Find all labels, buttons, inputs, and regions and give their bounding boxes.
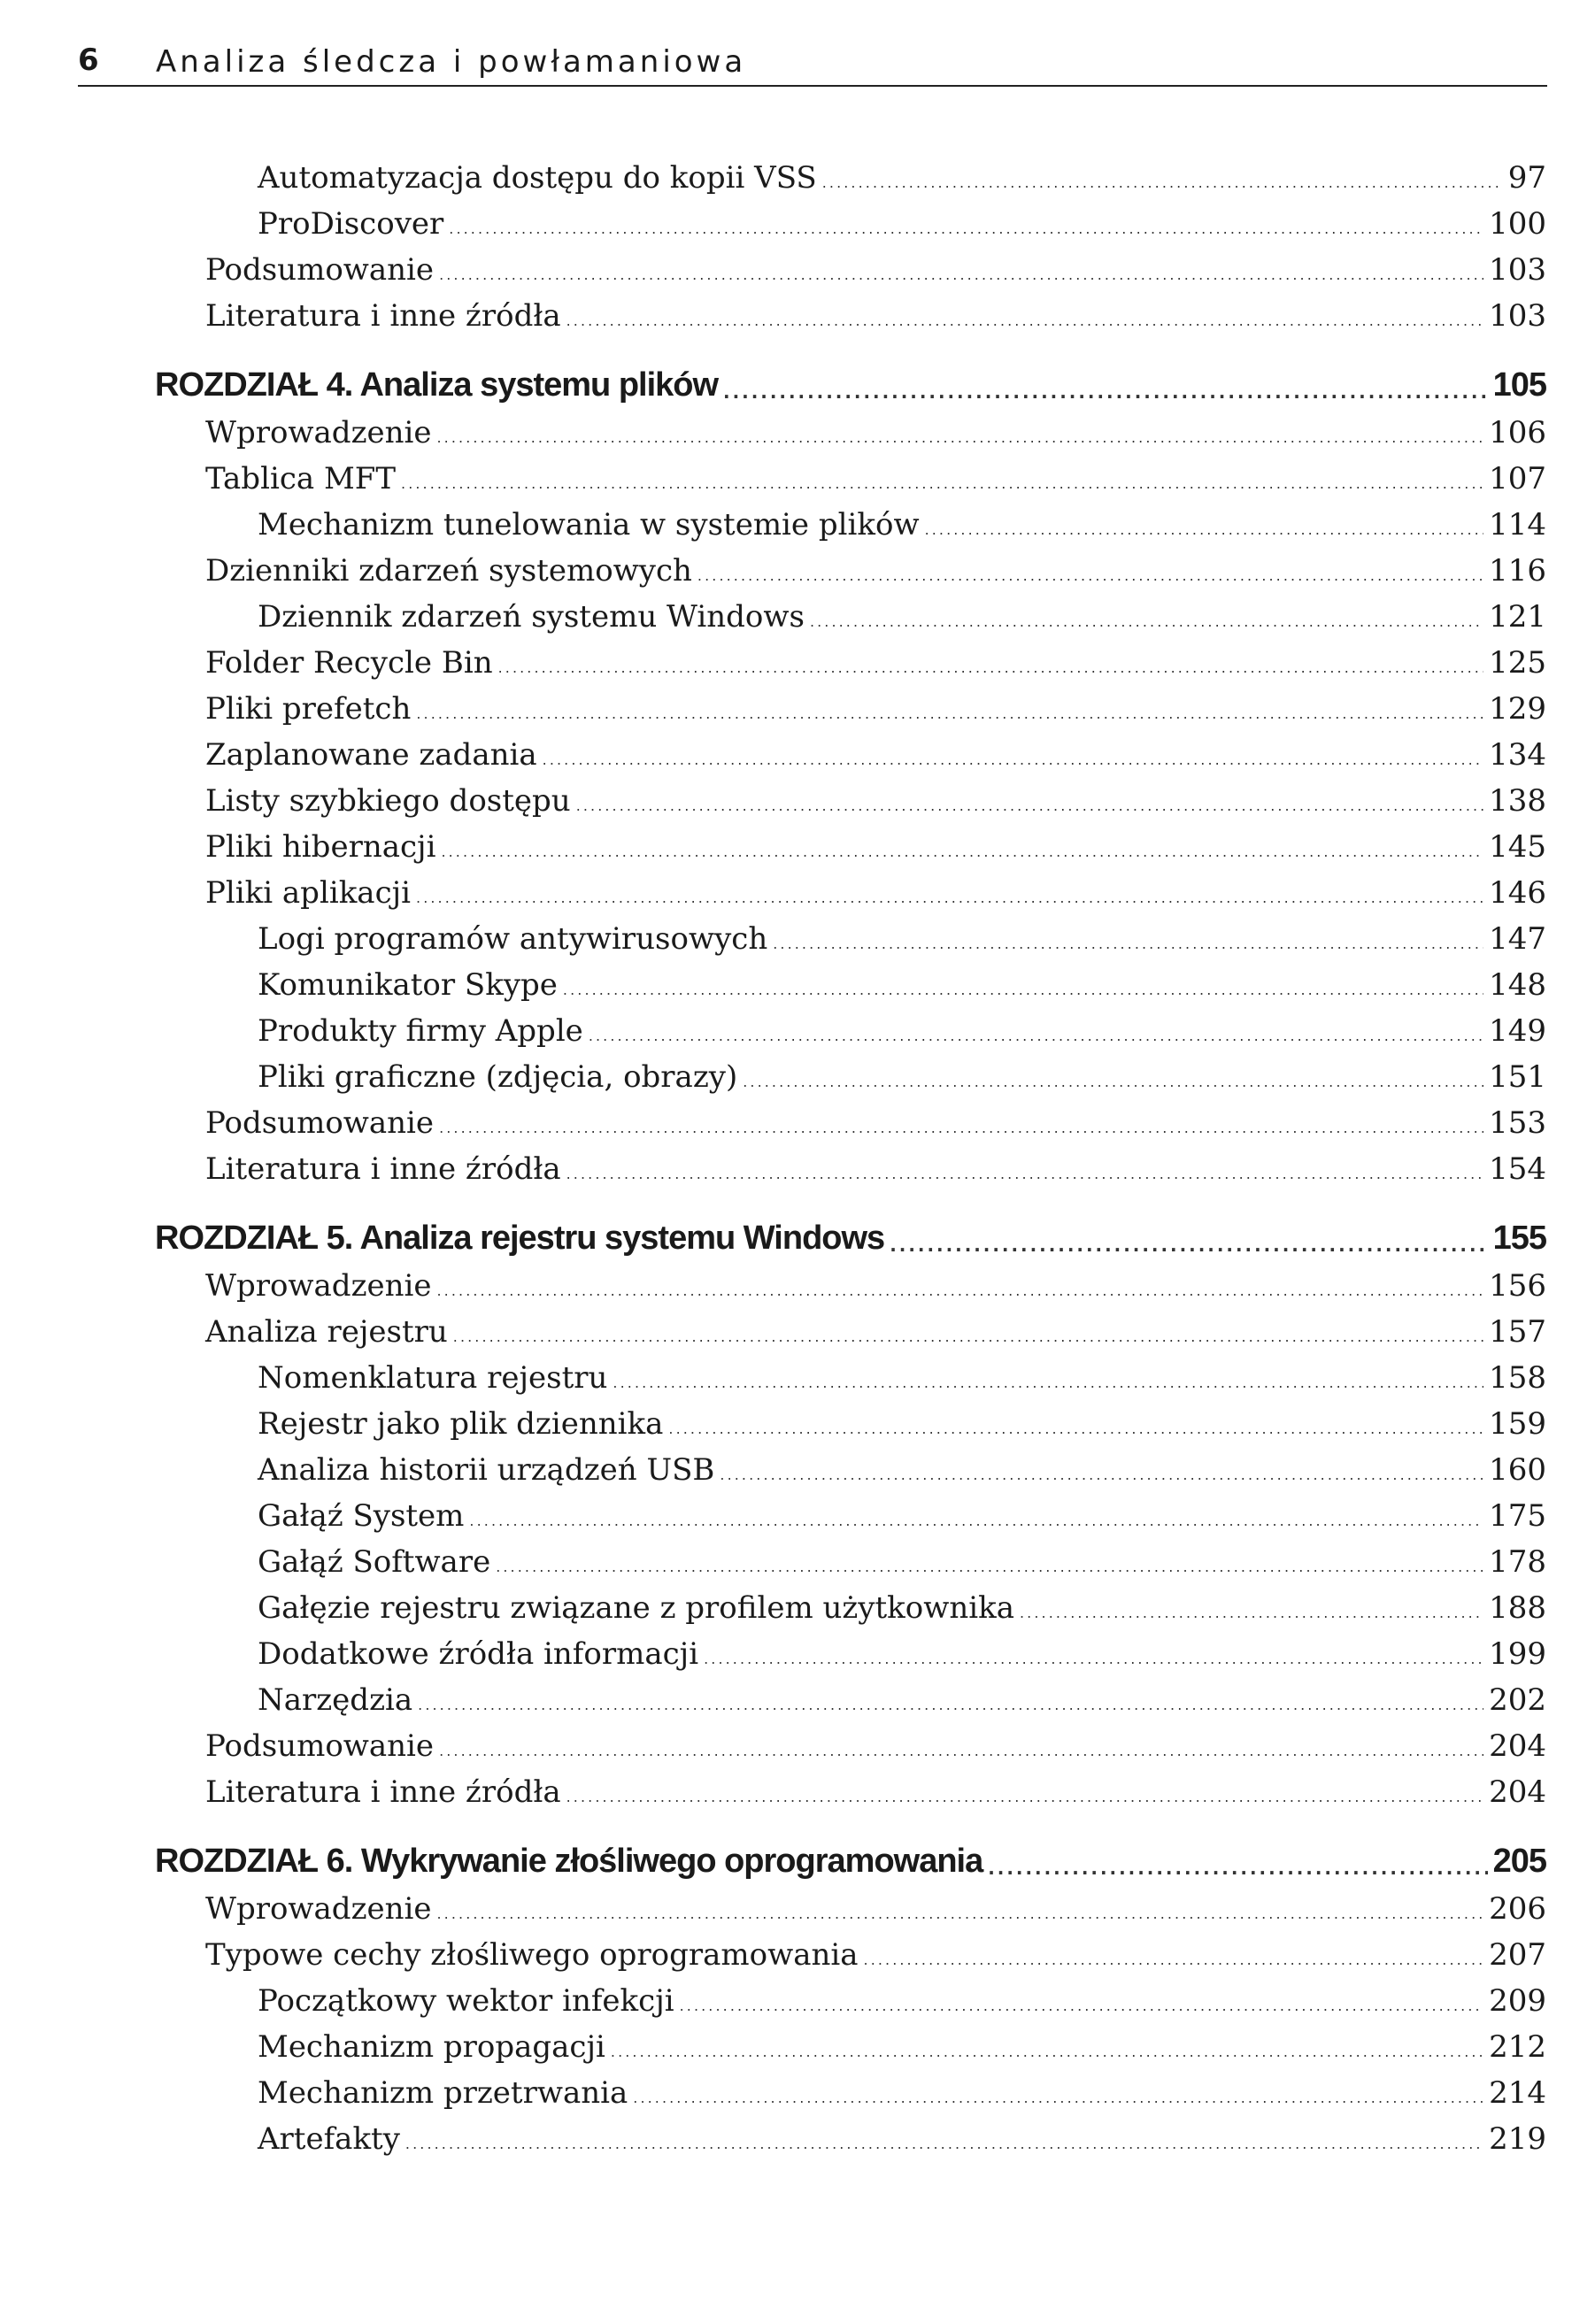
toc-entry bbox=[155, 916, 1546, 962]
dot-leader bbox=[496, 1548, 1483, 1574]
entry-title: Rejestr jako plik dziennika bbox=[258, 1406, 664, 1442]
dot-leader bbox=[589, 1017, 1483, 1043]
toc-entry bbox=[155, 870, 1546, 916]
page-reference: 157 bbox=[1489, 1314, 1546, 1350]
entry-title: Mechanizm propagacji bbox=[258, 2029, 605, 2065]
toc-entry bbox=[155, 1493, 1546, 1539]
toc-entry bbox=[155, 1631, 1546, 1677]
dot-leader bbox=[439, 256, 1483, 282]
entry-title: Automatyzacja dostępu do kopii VSS bbox=[258, 160, 817, 196]
entry-title: Literatura i inne źródła bbox=[205, 1774, 561, 1810]
entry-title: Dziennik zdarzeń systemu Windows bbox=[258, 599, 805, 635]
dot-leader bbox=[810, 603, 1483, 629]
toc-entry bbox=[155, 1769, 1546, 1815]
entry-title: Pliki aplikacji bbox=[205, 875, 412, 911]
toc-entry bbox=[155, 456, 1546, 502]
dot-leader bbox=[401, 465, 1483, 491]
entry-title: Początkowy wektor infekcji bbox=[258, 1983, 674, 2019]
dot-leader bbox=[566, 302, 1483, 328]
page-reference: 138 bbox=[1489, 783, 1546, 819]
toc-entry bbox=[155, 1309, 1546, 1355]
toc-entry bbox=[155, 1355, 1546, 1401]
entry-title: Dodatkowe źródła informacji bbox=[258, 1636, 699, 1672]
dot-leader bbox=[697, 557, 1483, 583]
entry-title: Wprowadzenie bbox=[205, 415, 432, 450]
dot-leader bbox=[449, 210, 1483, 236]
toc-entry bbox=[155, 1585, 1546, 1631]
page-reference: 103 bbox=[1489, 252, 1546, 288]
entry-title: Listy szybkiego dostępu bbox=[205, 783, 571, 819]
dot-leader bbox=[723, 373, 1488, 399]
dot-leader bbox=[1020, 1594, 1483, 1620]
dot-leader bbox=[773, 925, 1483, 951]
page-reference: 103 bbox=[1489, 298, 1546, 334]
page-reference: 175 bbox=[1489, 1498, 1546, 1534]
entry-title: Pliki hibernacji bbox=[205, 829, 436, 865]
entry-title: Artefakty bbox=[258, 2121, 400, 2157]
dot-leader bbox=[925, 511, 1484, 537]
page-reference: 154 bbox=[1489, 1151, 1546, 1187]
chapter-title: ROZDZIAŁ 5. Analiza rejestru systemu Windows bbox=[155, 1220, 885, 1257]
toc-entry bbox=[155, 686, 1546, 732]
toc-entry bbox=[155, 1886, 1546, 1932]
running-title: Analiza śledcza i powłamaniowa bbox=[156, 44, 747, 80]
toc-entry bbox=[155, 1100, 1546, 1146]
entry-title: Komunikator Skype bbox=[258, 967, 558, 1003]
dot-leader bbox=[453, 1318, 1483, 1344]
entry-title: Literatura i inne źródła bbox=[205, 298, 561, 334]
entry-title: Wprowadzenie bbox=[205, 1268, 432, 1304]
entry-title: Produkty firmy Apple bbox=[258, 1013, 583, 1049]
entry-title: Folder Recycle Bin bbox=[205, 645, 493, 681]
entry-title: Typowe cechy złośliwego oprogramowania bbox=[205, 1937, 859, 1973]
dot-leader bbox=[743, 1063, 1483, 1089]
entry-title: Dzienniki zdarzeń systemowych bbox=[205, 553, 692, 589]
dot-leader bbox=[576, 787, 1483, 813]
toc-entry bbox=[155, 962, 1546, 1008]
page-reference: 146 bbox=[1489, 875, 1546, 911]
toc-entry bbox=[155, 1263, 1546, 1309]
toc-entry bbox=[155, 502, 1546, 548]
page-reference: 209 bbox=[1489, 1983, 1546, 2019]
page-reference: 147 bbox=[1489, 921, 1546, 957]
toc-entry bbox=[155, 732, 1546, 778]
dot-leader bbox=[441, 833, 1483, 859]
entry-title: Gałęzie rejestru związane z profilem użytkownika bbox=[258, 1590, 1014, 1626]
entry-title: Nomenklatura rejestru bbox=[258, 1360, 608, 1396]
dot-leader bbox=[720, 1456, 1483, 1482]
dot-leader bbox=[439, 1732, 1483, 1758]
page-reference: 151 bbox=[1489, 1059, 1546, 1095]
entry-title: Analiza historii urządzeń USB bbox=[258, 1452, 715, 1488]
page-reference: 116 bbox=[1489, 553, 1546, 589]
dot-leader bbox=[439, 1109, 1483, 1135]
page-reference: 149 bbox=[1489, 1013, 1546, 1049]
entry-title: Podsumowanie bbox=[205, 252, 435, 288]
toc-entry bbox=[155, 1978, 1546, 2024]
dot-leader bbox=[613, 1364, 1483, 1390]
entry-title: Podsumowanie bbox=[205, 1728, 435, 1764]
page-reference: 121 bbox=[1489, 599, 1546, 635]
dot-leader bbox=[633, 2079, 1483, 2105]
page-reference: 97 bbox=[1507, 160, 1546, 196]
page-reference: 204 bbox=[1489, 1728, 1546, 1764]
page-number: 6 bbox=[78, 42, 99, 78]
toc-chapter-entry bbox=[155, 1836, 1546, 1886]
page-reference: 155 bbox=[1492, 1220, 1546, 1257]
dot-leader bbox=[405, 2125, 1483, 2151]
toc-entry bbox=[155, 2070, 1546, 2116]
entry-title: Gałąź System bbox=[258, 1498, 465, 1534]
toc-entry bbox=[155, 548, 1546, 594]
toc-entry bbox=[155, 247, 1546, 293]
dot-leader bbox=[469, 1502, 1483, 1528]
entry-title: Tablica MFT bbox=[205, 461, 397, 496]
toc-entry bbox=[155, 824, 1546, 870]
toc-entry bbox=[155, 1008, 1546, 1054]
page-reference: 159 bbox=[1489, 1406, 1546, 1442]
toc-entry bbox=[155, 1054, 1546, 1100]
dot-leader bbox=[543, 741, 1483, 767]
page-reference: 214 bbox=[1489, 2075, 1546, 2111]
page-reference: 160 bbox=[1489, 1452, 1546, 1488]
page-reference: 207 bbox=[1489, 1937, 1546, 1973]
toc-chapter-entry bbox=[155, 360, 1546, 410]
page-reference: 114 bbox=[1489, 507, 1546, 543]
dot-leader bbox=[437, 419, 1484, 445]
entry-title: Mechanizm przetrwania bbox=[258, 2075, 628, 2111]
toc-entry bbox=[155, 2116, 1546, 2162]
entry-title: Gałąź Software bbox=[258, 1544, 491, 1580]
page-reference: 219 bbox=[1489, 2121, 1546, 2157]
dot-leader bbox=[437, 1272, 1484, 1298]
page-reference: 129 bbox=[1489, 691, 1546, 727]
entry-title: Analiza rejestru bbox=[205, 1314, 448, 1350]
chapter-title: ROZDZIAŁ 4. Analiza systemu plików bbox=[155, 366, 719, 404]
page-reference: 145 bbox=[1489, 829, 1546, 865]
entry-title: Podsumowanie bbox=[205, 1105, 435, 1141]
dot-leader bbox=[668, 1410, 1483, 1436]
toc-entry bbox=[155, 778, 1546, 824]
dot-leader bbox=[680, 1987, 1483, 2013]
toc-entry bbox=[155, 1932, 1546, 1978]
page-reference: 212 bbox=[1489, 2029, 1546, 2065]
dot-leader bbox=[566, 1778, 1483, 1805]
dot-leader bbox=[418, 1686, 1483, 1712]
page-reference: 134 bbox=[1489, 737, 1546, 773]
dot-leader bbox=[563, 971, 1483, 997]
toc-entry bbox=[155, 1447, 1546, 1493]
dot-leader bbox=[988, 1849, 1487, 1875]
toc-entry bbox=[155, 594, 1546, 640]
entry-title: Narzędzia bbox=[258, 1682, 413, 1718]
dot-leader bbox=[498, 649, 1484, 675]
page-reference: 100 bbox=[1489, 206, 1546, 242]
page-reference: 153 bbox=[1489, 1105, 1546, 1141]
entry-title: Mechanizm tunelowania w systemie plików bbox=[258, 507, 920, 543]
entry-title: Literatura i inne źródła bbox=[205, 1151, 561, 1187]
dot-leader bbox=[611, 2033, 1483, 2059]
dot-leader bbox=[864, 1941, 1484, 1967]
page-reference: 199 bbox=[1489, 1636, 1546, 1672]
page-reference: 205 bbox=[1492, 1843, 1546, 1880]
toc-entry bbox=[155, 1146, 1546, 1192]
dot-leader bbox=[822, 164, 1503, 190]
toc-entry bbox=[155, 1539, 1546, 1585]
page-reference: 178 bbox=[1489, 1544, 1546, 1580]
toc-chapter-entry bbox=[155, 1213, 1546, 1263]
toc-entry bbox=[155, 1677, 1546, 1723]
page-reference: 107 bbox=[1489, 461, 1546, 496]
toc-entry bbox=[155, 1723, 1546, 1769]
page-reference: 105 bbox=[1492, 366, 1546, 404]
toc-entry bbox=[155, 410, 1546, 456]
entry-title: Pliki graficzne (zdjęcia, obrazy) bbox=[258, 1059, 738, 1095]
page-reference: 188 bbox=[1489, 1590, 1546, 1626]
toc-entry bbox=[155, 293, 1546, 339]
page-reference: 204 bbox=[1489, 1774, 1546, 1810]
page-reference: 156 bbox=[1489, 1268, 1546, 1304]
running-header bbox=[78, 39, 1547, 87]
dot-leader bbox=[416, 879, 1483, 905]
page-reference: 206 bbox=[1489, 1891, 1546, 1927]
toc-entry bbox=[155, 201, 1546, 247]
toc-entry bbox=[155, 640, 1546, 686]
dot-leader bbox=[416, 695, 1483, 721]
toc-entry bbox=[155, 2024, 1546, 2070]
dot-leader bbox=[566, 1155, 1483, 1181]
entry-title: Logi programów antywirusowych bbox=[258, 921, 768, 957]
chapter-title: ROZDZIAŁ 6. Wykrywanie złośliwego oprogramowania bbox=[155, 1843, 983, 1880]
entry-title: ProDiscover bbox=[258, 206, 444, 242]
entry-title: Wprowadzenie bbox=[205, 1891, 432, 1927]
dot-leader bbox=[437, 1895, 1484, 1921]
page-reference: 202 bbox=[1489, 1682, 1546, 1718]
page-reference: 158 bbox=[1489, 1360, 1546, 1396]
toc-entry bbox=[155, 155, 1546, 201]
dot-leader bbox=[890, 1226, 1487, 1252]
entry-title: Zaplanowane zadania bbox=[205, 737, 537, 773]
page-reference: 125 bbox=[1489, 645, 1546, 681]
toc-entry bbox=[155, 1401, 1546, 1447]
dot-leader bbox=[704, 1640, 1483, 1666]
entry-title: Pliki prefetch bbox=[205, 691, 412, 727]
page-reference: 106 bbox=[1489, 415, 1546, 450]
table-of-contents bbox=[155, 155, 1546, 2162]
page-reference: 148 bbox=[1489, 967, 1546, 1003]
